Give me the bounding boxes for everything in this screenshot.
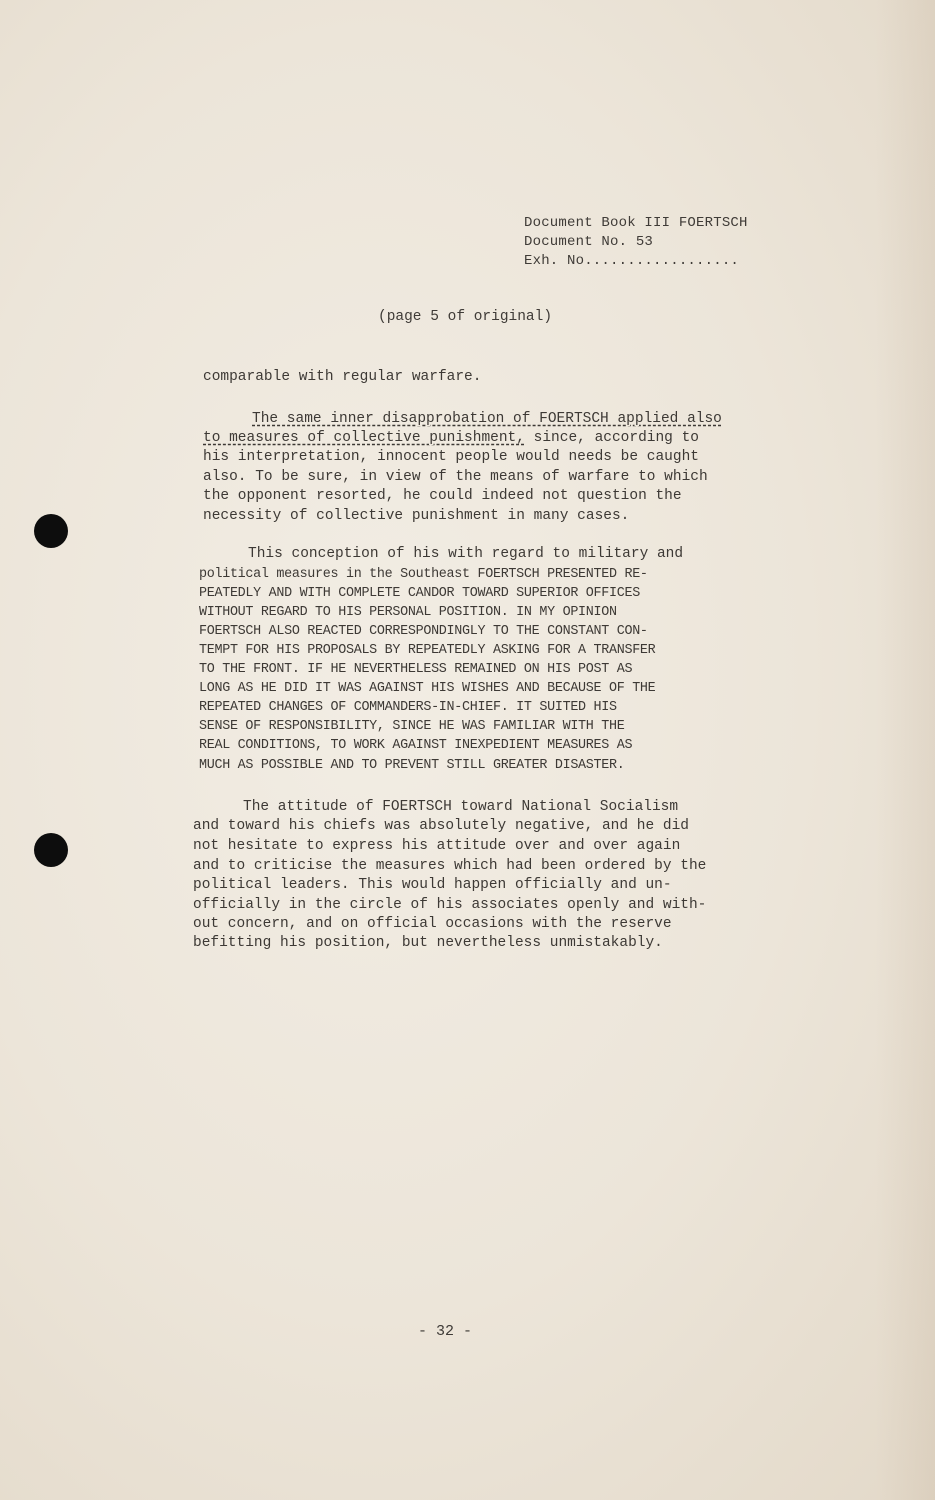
text-line: PEATEDLY AND WITH COMPLETE CANDOR TOWARD SUPERIOR OFFICES	[199, 586, 640, 601]
text-line: MUCH AS POSSIBLE AND TO PREVENT STILL GREATER DISASTER.	[199, 758, 625, 773]
text-line: FOERTSCH ALSO REACTED CORRESPONDINGLY TO THE CONSTANT CON-	[199, 624, 648, 639]
exhibit-number-label: Exh. No..................	[524, 253, 740, 269]
text-line: comparable with regular warfare.	[203, 369, 482, 385]
underlined-text: to measures of collective punishment,	[203, 430, 525, 446]
text-line: and toward his chiefs was absolutely negative, and he did	[193, 818, 689, 834]
text-line: his interpretation, innocent people would needs be caught	[203, 449, 699, 465]
text-line: political measures in the Southeast FOERTSCH PRESENTED RE-	[199, 567, 648, 582]
text-line: officially in the circle of his associates openly and with-	[193, 897, 707, 913]
text-line: The same inner disapprobation of FOERTSCH applied also	[252, 411, 722, 427]
text-span: since, according to	[524, 430, 699, 446]
text-line: the opponent resorted, he could indeed not question the	[203, 488, 682, 504]
text-line: REAL CONDITIONS, TO WORK AGAINST INEXPEDIENT MEASURES AS	[199, 738, 633, 753]
document-number-label: Document No. 53	[524, 234, 654, 250]
text-line: WITHOUT REGARD TO HIS PERSONAL POSITION. IN MY OPINION	[199, 605, 617, 620]
text-line: not hesitate to express his attitude over and over again	[193, 838, 681, 854]
original-page-reference: (page 5 of original)	[378, 309, 553, 325]
text-line: also. To be sure, in view of the means of warfare to which	[203, 469, 708, 485]
text-line: out concern, and on official occasions with the reserve	[193, 916, 672, 932]
text-line	[203, 429, 699, 448]
text-line: This conception of his with regard to military and	[248, 546, 684, 562]
text-line: befitting his position, but nevertheless unmistakably.	[193, 935, 663, 951]
text-line: and to criticise the measures which had been ordered by the	[193, 858, 707, 874]
text-line: political leaders. This would happen officially and un-	[193, 877, 672, 893]
text-line: TO THE FRONT. IF HE NEVERTHELESS REMAINED ON HIS POST AS	[199, 662, 633, 677]
text-line: LONG AS HE DID IT WAS AGAINST HIS WISHES AND BECAUSE OF THE	[199, 681, 656, 696]
document-book-label: Document Book III FOERTSCH	[524, 215, 748, 231]
text-line: The attitude of FOERTSCH toward National Socialism	[243, 799, 679, 815]
document-header	[524, 214, 748, 271]
text-line: necessity of collective punishment in many cases.	[203, 508, 630, 524]
page-number: - 32 -	[418, 1323, 473, 1340]
punch-hole	[34, 514, 68, 548]
punch-hole	[34, 833, 68, 867]
text-line: REPEATED CHANGES OF COMMANDERS-IN-CHIEF. IT SUITED HIS	[199, 700, 617, 715]
text-line: SENSE OF RESPONSIBILITY, SINCE HE WAS FAMILIAR WITH THE	[199, 719, 625, 734]
text-line: TEMPT FOR HIS PROPOSALS BY REPEATEDLY ASKING FOR A TRANSFER	[199, 643, 656, 658]
